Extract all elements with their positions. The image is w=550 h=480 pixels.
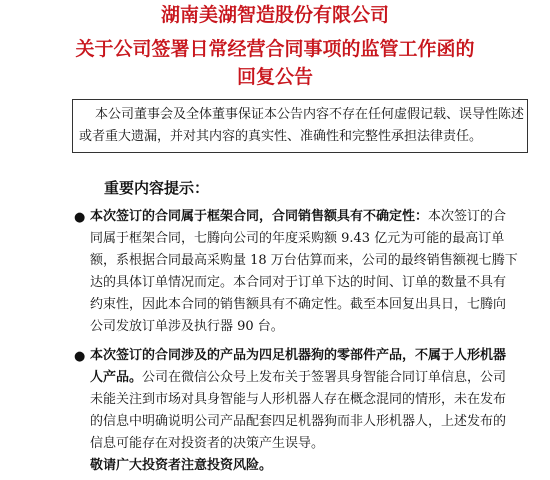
item2-line4: 的信息中明确说明公司产品配套四足机器狗而非人形机器人，上述发布的 (90, 414, 507, 429)
announcement-title-cont: 回复公告 (236, 66, 313, 88)
item1-line3: 额，系根据合同最高采购量 18 万台估算而来，公司的最终销售额视七腾下 (90, 253, 518, 268)
company-name: 湖南美湖智造股份有限公司 (160, 4, 389, 26)
bullet-icon: ● (74, 210, 86, 225)
board-guarantee-box (72, 99, 528, 153)
guarantee-line-1: 本公司董事会及全体董事保证本公告内容不存在任何虚假记载、误导性陈述 (95, 107, 525, 122)
item2-line5: 信息可能存在对投资者的决策产生误导。 (90, 436, 325, 451)
section-heading: 重要内容提示： (104, 179, 210, 197)
item2-lead: 本次签订的合同涉及的产品为四足机器狗的零部件产品，不属于人形机器 (90, 348, 507, 363)
item1-line5: 约束性，因此本合同的销售额具有不确定性。截至本回复出具日，七腾向 (90, 297, 507, 312)
bullet-icon: ● (74, 349, 86, 364)
announcement-title: 关于公司签署日常经营合同事项的监管工作函的 (75, 38, 475, 60)
item1-line2: 同属于框架合同，七腾向公司的年度采购额 9.43 亿元为可能的最高订单 (90, 231, 505, 246)
item1-line4: 达的具体订单情况而定。本合同对于订单下达的时间、订单的数量不具有 (90, 275, 507, 290)
guarantee-line-2: 或者重大遗漏，并对其内容的真实性、准确性和完整性承担法律责任。 (79, 129, 483, 144)
item2-lead-cont: 人产品。 (90, 370, 143, 385)
item1-lead-rest: 本次签订的合 (428, 209, 507, 224)
item1-line1 (90, 208, 506, 226)
item2-line2-rest: 公司在微信公众号上发布关于签署具身智能合同订单信息，公司 (142, 370, 507, 385)
item1-line6: 公司发放订单涉及执行器 90 台。 (90, 319, 284, 334)
risk-warning: 敬请广大投资者注意投资风险。 (90, 458, 273, 473)
item2-line2 (90, 369, 506, 387)
item1-lead: 本次签订的合同属于框架合同，合同销售额具有不确定性： (90, 209, 429, 224)
item2-line3: 未能关注到市场对具身智能与人形机器人存在概念混同的情形，未在发布 (90, 392, 507, 407)
